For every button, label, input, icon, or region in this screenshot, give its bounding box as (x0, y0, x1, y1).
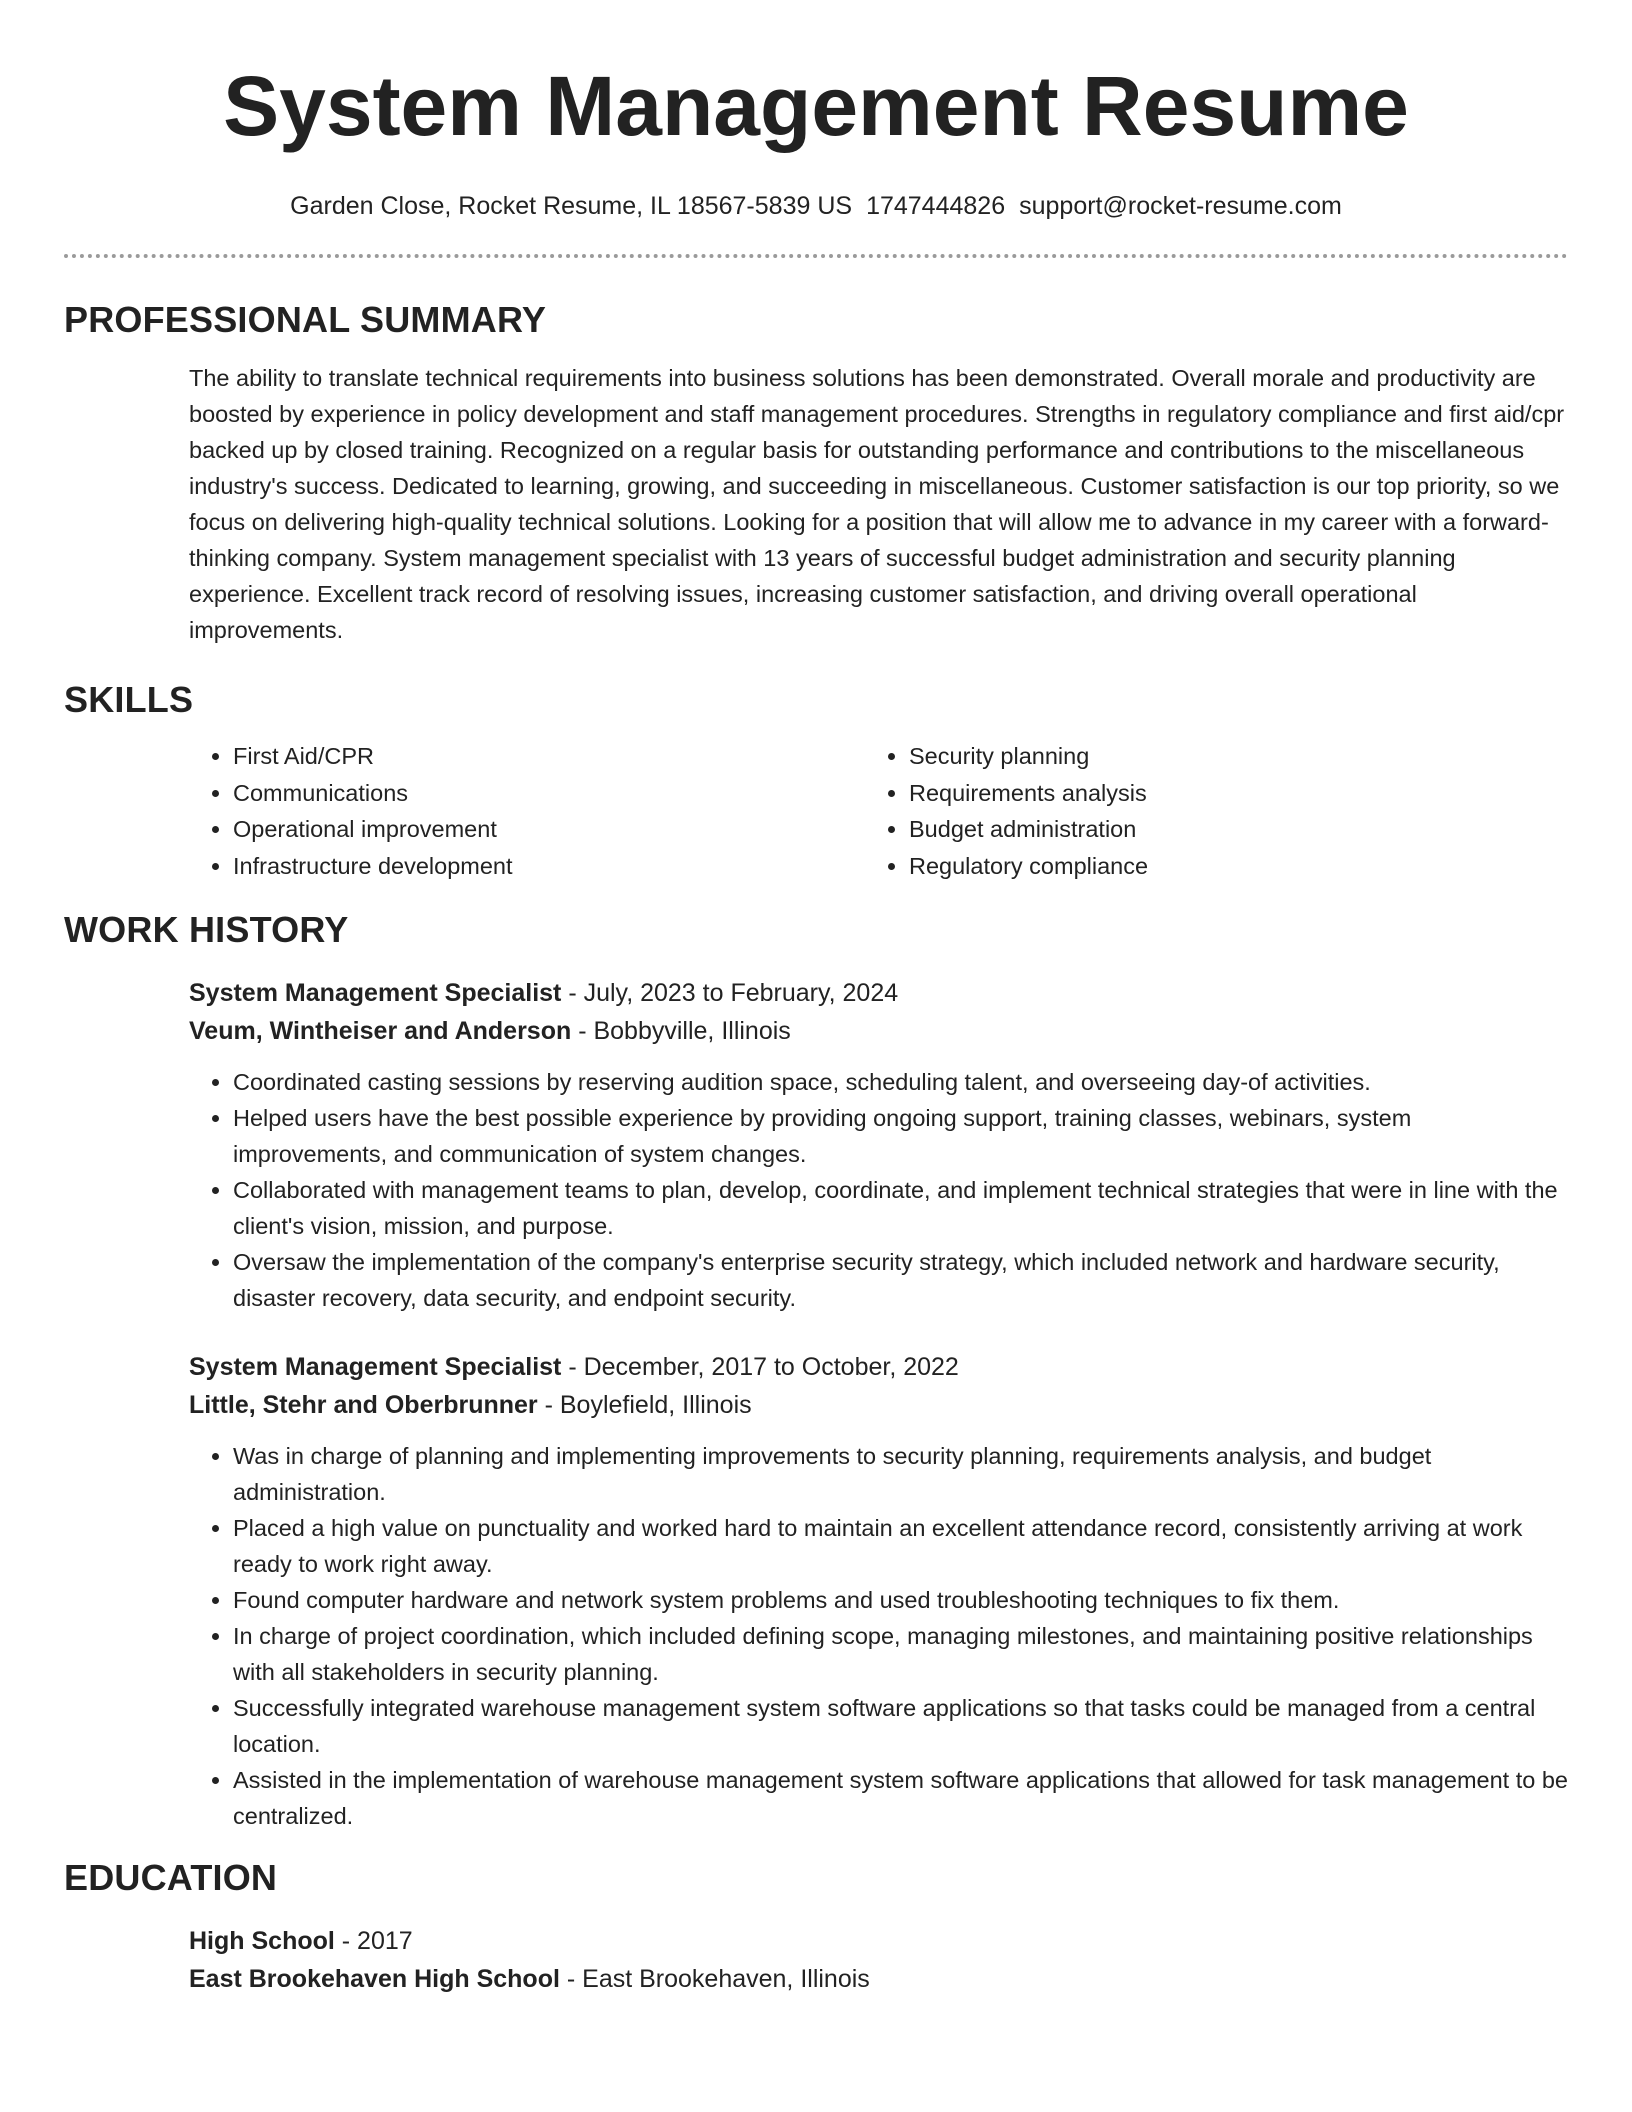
job-title: System Management Specialist (189, 979, 562, 1007)
education-degree: High School (189, 1927, 335, 1955)
job-location: - Bobbyville, Illinois (571, 1017, 791, 1045)
job-dates: - December, 2017 to October, 2022 (561, 1353, 959, 1381)
job-bullet: • Collaborated with management teams to plan, develop, coordinate, and implement technical strategies that were in line with the client's vision, mission, and purpose. (233, 1172, 1568, 1244)
skill-item: • Regulatory compliance (909, 848, 1541, 885)
job-title-line (189, 1348, 1568, 1386)
job-title-line (189, 974, 1568, 1012)
education-entry (189, 1922, 1568, 1998)
summary-section (64, 298, 1568, 648)
work-heading: WORK HISTORY (64, 909, 349, 950)
job-bullet: • Successfully integrated warehouse management system software applications so that tasks could be managed from a central location. (233, 1690, 1568, 1762)
job-bullet: • Was in charge of planning and implementing improvements to security planning, requirements analysis, and budget administration. (233, 1438, 1568, 1510)
job-company-line (189, 1012, 1568, 1050)
skill-item: • Operational improvement (233, 811, 865, 848)
education-school: East Brookehaven High School (189, 1965, 560, 1993)
skills-list-left (189, 738, 865, 884)
skill-item: • Infrastructure development (233, 848, 865, 885)
job-bullet: • Assisted in the implementation of warehouse management system software applications that allowed for task management to be centralized. (233, 1762, 1568, 1834)
job-bullets (189, 1438, 1568, 1834)
contact-address: Garden Close, Rocket Resume, IL 18567-5839 US (290, 192, 853, 220)
skill-item: • Requirements analysis (909, 775, 1541, 812)
job-bullet: • Coordinated casting sessions by reserving audition space, scheduling talent, and overseeing day-of activities. (233, 1064, 1568, 1100)
education-section (64, 1856, 1568, 1998)
skill-item: • Budget administration (909, 811, 1541, 848)
contact-email: support@rocket-resume.com (1019, 192, 1342, 220)
job-bullets (189, 1064, 1568, 1316)
skill-item: • First Aid/CPR (233, 738, 865, 775)
job-company: Little, Stehr and Oberbrunner (189, 1391, 538, 1419)
summary-heading: PROFESSIONAL SUMMARY (64, 299, 547, 340)
job-bullet: • Found computer hardware and network system problems and used troubleshooting techniques to fix them. (233, 1582, 1568, 1618)
contact-phone: 1747444826 (866, 192, 1006, 220)
education-location: - East Brookehaven, Illinois (559, 1965, 870, 1993)
education-heading: EDUCATION (64, 1857, 278, 1898)
contact-line (64, 190, 1568, 222)
job-bullet: • In charge of project coordination, which included defining scope, managing milestones, and maintaining positive relationships with all stakeholders in security planning. (233, 1618, 1568, 1690)
work-section (64, 908, 1568, 1834)
skills-section (64, 678, 1568, 884)
job-title: System Management Specialist (189, 1353, 562, 1381)
skill-item: • Communications (233, 775, 865, 812)
skills-list-right (865, 738, 1541, 884)
skill-item: • Security planning (909, 738, 1541, 775)
education-degree-line (189, 1922, 1568, 1960)
skills-heading: SKILLS (64, 679, 194, 720)
summary-text: The ability to translate technical requirements into business solutions has been demonstrated. Overall morale and productivity are boosted by experience in policy development and staff management procedures. Strengths in regulatory compliance and first aid/cpr backed up by closed training. Recognized on a regular basis for outstanding performance and contributions to the miscellaneous industry's success. Dedicated to learning, growing, and succeeding in miscellaneous. Customer satisfaction is our top priority, so we focus on delivering high-quality technical solutions. Looking for a position that will allow me to advance in my career with a forward-thinking company. System management specialist with 13 years of successful budget administration and security planning experience. Excellent track record of resolving issues, increasing customer satisfaction, and driving overall operational improvements. (189, 365, 1565, 643)
header-divider (64, 254, 1568, 258)
job-bullet: • Oversaw the implementation of the company's enterprise security strategy, which included network and hardware security, disaster recovery, data security, and endpoint security. (233, 1244, 1568, 1316)
resume-title: System Management Resume (223, 59, 1409, 153)
education-school-line (189, 1960, 1568, 1998)
job-company-line (189, 1386, 1568, 1424)
job-entry (189, 974, 1568, 1316)
job-bullet: • Placed a high value on punctuality and worked hard to maintain an excellent attendance record, consistently arriving at work ready to work right away. (233, 1510, 1568, 1582)
job-company: Veum, Wintheiser and Anderson (189, 1017, 572, 1045)
job-location: - Boylefield, Illinois (537, 1391, 752, 1419)
job-dates: - July, 2023 to February, 2024 (561, 979, 899, 1007)
skills-grid (189, 738, 1568, 884)
education-year: - 2017 (334, 1927, 413, 1955)
job-entry (189, 1348, 1568, 1834)
job-bullet: • Helped users have the best possible experience by providing ongoing support, training classes, webinars, system improvements, and communication of system changes. (233, 1100, 1568, 1172)
